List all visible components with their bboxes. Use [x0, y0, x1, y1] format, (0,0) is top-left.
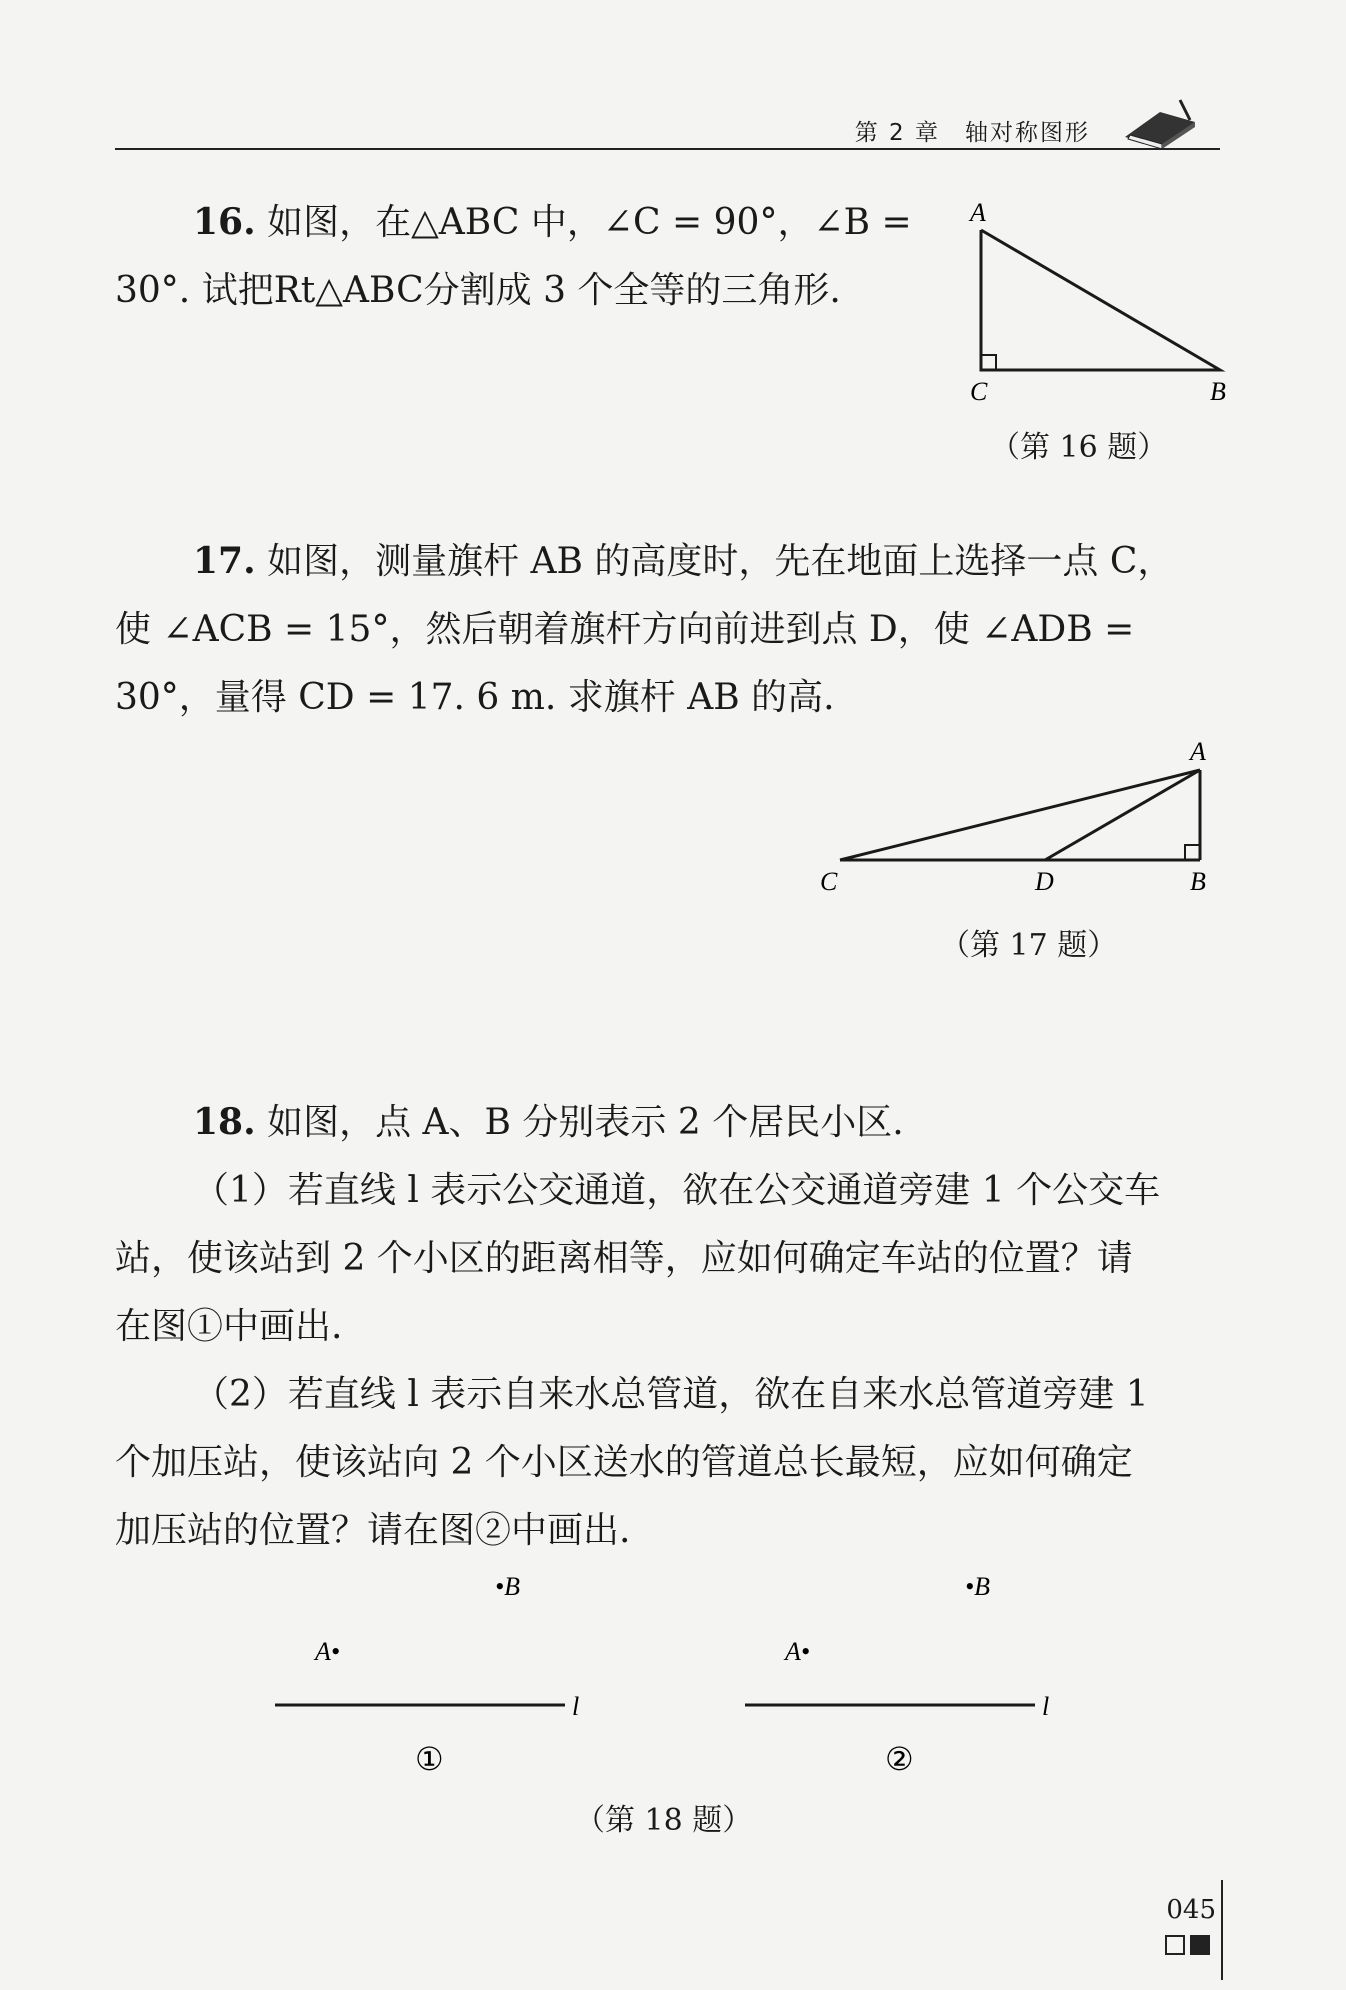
- q18-p2-line1: （2）若直线 l 表示自来水总管道，欲在自来水总管道旁建 1: [193, 1374, 1149, 1415]
- header-rule: [115, 148, 1220, 150]
- book-icon: [1120, 92, 1200, 152]
- footer-square-outline: [1165, 1935, 1185, 1955]
- footer-square-filled: [1190, 1935, 1210, 1955]
- q17-label-A: A: [1190, 737, 1206, 766]
- q16-line1: 如图，在△ABC 中，∠C = 90°，∠B =: [267, 202, 912, 243]
- q18-p2-line2: 个加压站，使该站向 2 个小区送水的管道总长最短，应如何确定: [115, 1442, 1133, 1483]
- q17-line2: 使 ∠ACB = 15°，然后朝着旗杆方向前进到点 D，使 ∠ADB =: [115, 609, 1135, 650]
- q16-line2: 30°. 试把Rt△ABC分割成 3 个全等的三角形.: [115, 270, 841, 311]
- q18-text: [115, 1088, 1220, 1565]
- page-number: 045: [1166, 1895, 1216, 1925]
- q16-figure: [955, 195, 1235, 415]
- q17-line-CA: [840, 770, 1200, 860]
- q17-right-angle-mark: [1185, 845, 1200, 860]
- q18-p1-line3: 在图①中画出.: [115, 1306, 343, 1347]
- q17-text: [115, 527, 1220, 732]
- q16-triangle: [981, 230, 1220, 370]
- q16-label-C: C: [970, 377, 988, 406]
- q17-line-DA: [1045, 770, 1200, 860]
- q16-label-B: B: [1210, 377, 1226, 406]
- q18-fig2-point-B: •B: [965, 1572, 990, 1601]
- q17-figure: [800, 735, 1240, 895]
- q18-fig1-label-l: l: [572, 1692, 580, 1721]
- q17-number: 17.: [193, 540, 256, 582]
- chapter-title: 第 2 章 轴对称图形: [854, 120, 1090, 146]
- q18-caption: （第 18 题）: [575, 1803, 753, 1838]
- q18-figure-1: [270, 1560, 600, 1780]
- q16-label-A: A: [970, 198, 986, 227]
- q18-fig1-point-A: A•: [315, 1637, 340, 1666]
- q18-fig2-tag: ②: [885, 1741, 914, 1777]
- q18-intro: 如图，点 A、B 分别表示 2 个居民小区.: [267, 1102, 904, 1143]
- q18-p1-line1: （1）若直线 l 表示公交通道，欲在公交通道旁建 1 个公交车: [193, 1170, 1161, 1211]
- q17-caption: （第 17 题）: [940, 928, 1118, 963]
- q17-label-B: B: [1190, 867, 1206, 895]
- q16-caption: （第 16 题）: [990, 430, 1168, 465]
- q18-p2-line3: 加压站的位置？请在图②中画出.: [115, 1510, 631, 1551]
- q18-figure-2: [740, 1560, 1070, 1780]
- q18-fig1-point-B: •B: [495, 1572, 520, 1601]
- q16-number: 16.: [193, 201, 256, 243]
- q18-number: 18.: [193, 1101, 256, 1143]
- footer-rule: [1221, 1880, 1223, 1980]
- q18-p1-line2: 站，使该站到 2 个小区的距离相等，应如何确定车站的位置？请: [115, 1238, 1133, 1279]
- q17-line1: 如图，测量旗杆 AB 的高度时，先在地面上选择一点 C，: [267, 541, 1174, 582]
- q17-line3: 30°，量得 CD = 17. 6 m. 求旗杆 AB 的高.: [115, 677, 835, 718]
- q16-right-angle-mark: [981, 355, 996, 370]
- q17-label-D: D: [1035, 867, 1054, 895]
- q18-fig2-point-A: A•: [785, 1637, 810, 1666]
- q18-fig1-tag: ①: [415, 1741, 444, 1777]
- q17-label-C: C: [820, 867, 838, 895]
- q18-fig2-label-l: l: [1042, 1692, 1050, 1721]
- page-header: [115, 100, 1220, 150]
